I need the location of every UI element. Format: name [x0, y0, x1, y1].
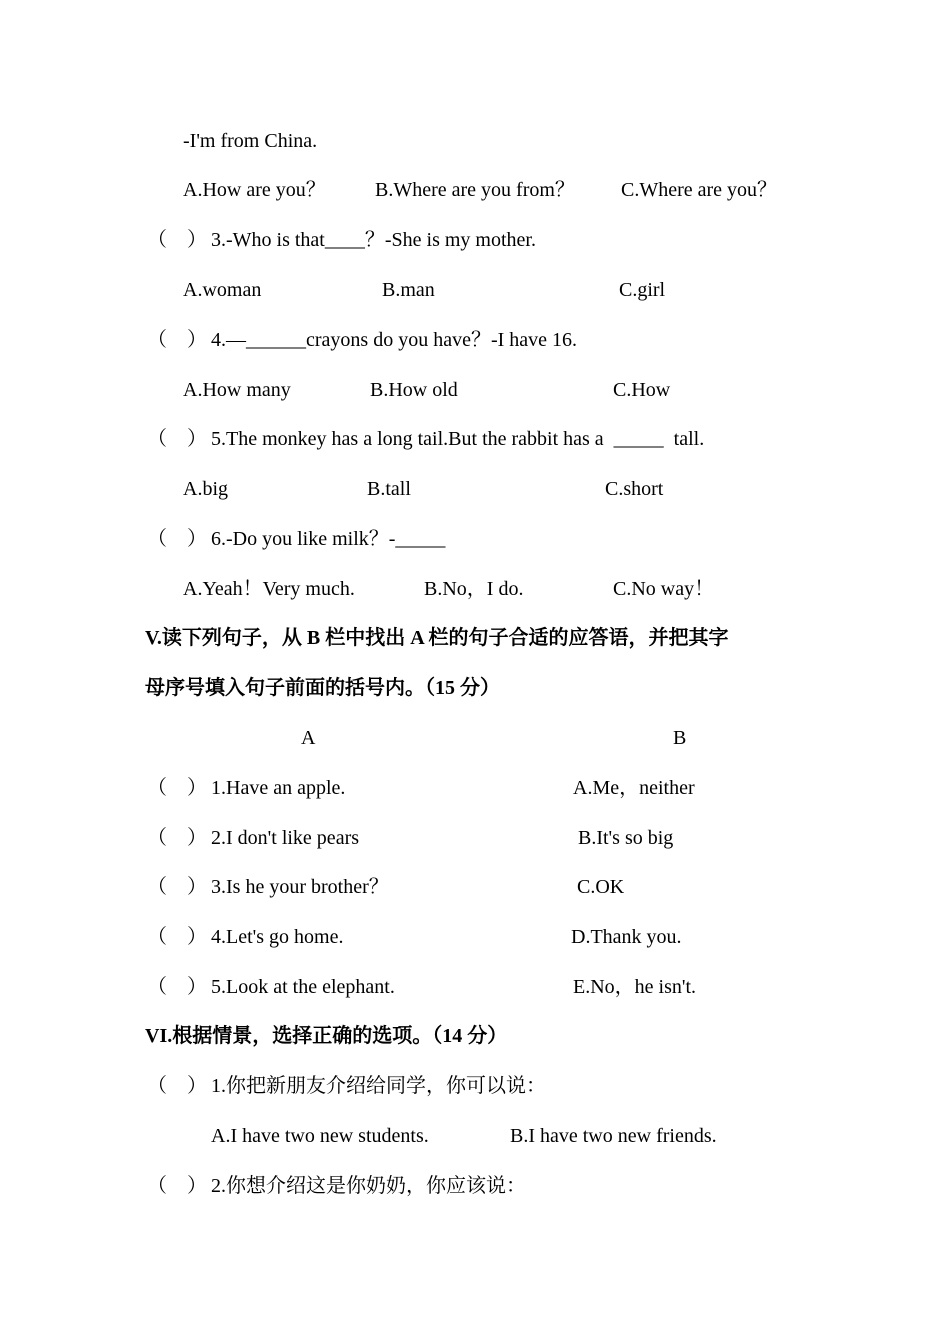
- match-row-a: 3.Is he your brother？: [211, 876, 389, 898]
- match-row-a: 4.Let's go home.: [211, 926, 344, 948]
- match-row-b: C.OK: [577, 876, 625, 898]
- s6-q1-question: 1.你把新朋友介绍给同学，你可以说：: [211, 1075, 546, 1097]
- q2-option-b: B.Where are you from？: [375, 179, 575, 201]
- q2-option-c: C.Where are you？: [621, 179, 778, 201]
- answer-bracket: （ ）: [147, 428, 207, 450]
- match-row-a: 5.Look at the elephant.: [211, 976, 395, 998]
- answer-bracket: （ ）: [147, 827, 207, 849]
- match-row-a: 2.I don't like pears: [211, 827, 360, 849]
- q4-option-a: A.How many: [183, 379, 291, 401]
- s6-q2-question: 2.你想介绍这是你奶奶，你应该说：: [211, 1175, 526, 1197]
- q5-option-b: B.tall: [367, 478, 411, 500]
- section-heading: 母序号填入句子前面的括号内。（15 分）: [145, 677, 500, 699]
- match-row-b: E.No，he isn't.: [573, 976, 697, 998]
- q3-option-c: C.girl: [619, 279, 666, 301]
- q6-question: 6.-Do you like milk？-_____: [211, 528, 446, 550]
- answer-bracket: （ ）: [147, 229, 207, 251]
- column-b-header: B: [673, 727, 687, 749]
- section-heading: V.读下列句子，从 B 栏中找出 A 栏的句子合适的应答语，并把其字: [145, 627, 729, 649]
- q6-option-b: B.No，I do.: [424, 578, 524, 600]
- answer-bracket: （ ）: [147, 926, 207, 948]
- match-row-b: B.It's so big: [578, 827, 674, 849]
- match-row-a: 1.Have an apple.: [211, 777, 346, 799]
- column-a-header: A: [301, 727, 316, 749]
- answer-bracket: （ ）: [147, 1075, 207, 1097]
- q3-option-a: A.woman: [183, 279, 262, 301]
- s6-q1-option-b: B.I have two new friends.: [510, 1125, 717, 1147]
- q4-question: 4.—______crayons do you have？-I have 16.: [211, 329, 578, 351]
- q4-option-b: B.How old: [370, 379, 458, 401]
- q5-question: 5.The monkey has a long tail.But the rabbit has a _____ tall.: [211, 428, 705, 450]
- match-row-b: A.Me，neither: [573, 777, 695, 799]
- q6-option-a: A.Yeah！Very much.: [183, 578, 355, 600]
- answer-bracket: （ ）: [147, 528, 207, 550]
- answer-bracket: （ ）: [147, 1175, 207, 1197]
- answer-bracket: （ ）: [147, 876, 207, 898]
- q4-option-c: C.How: [613, 379, 671, 401]
- q5-option-a: A.big: [183, 478, 228, 500]
- q2-answer-line: -I'm from China.: [183, 130, 318, 152]
- q3-option-b: B.man: [382, 279, 435, 301]
- s6-q1-option-a: A.I have two new students.: [211, 1125, 429, 1147]
- answer-bracket: （ ）: [147, 329, 207, 351]
- match-row-b: D.Thank you.: [571, 926, 682, 948]
- q6-option-c: C.No way！: [613, 578, 715, 600]
- answer-bracket: （ ）: [147, 976, 207, 998]
- q2-option-a: A.How are you？: [183, 179, 326, 201]
- section-heading: VI.根据情景，选择正确的选项。（14 分）: [145, 1025, 508, 1047]
- q3-question: 3.-Who is that____？-She is my mother.: [211, 229, 536, 251]
- answer-bracket: （ ）: [147, 777, 207, 799]
- q5-option-c: C.short: [605, 478, 664, 500]
